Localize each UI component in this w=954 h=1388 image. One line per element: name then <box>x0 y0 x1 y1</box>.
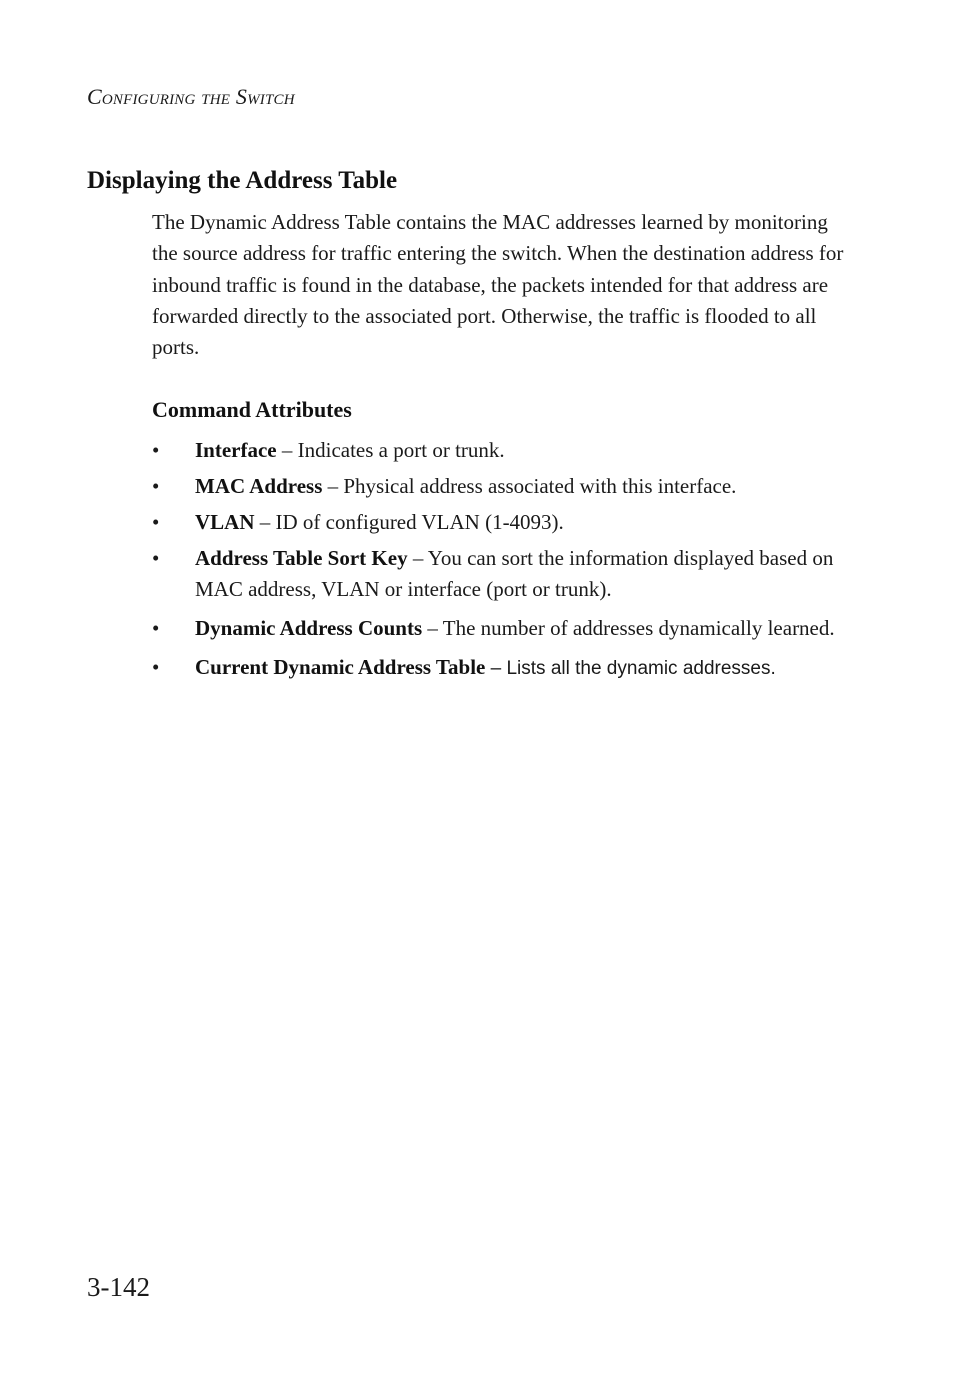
attribute-term: Address Table Sort Key <box>195 546 408 570</box>
attribute-term: Interface <box>195 438 277 462</box>
list-item-current-table <box>152 652 852 684</box>
list-item-interface <box>152 435 852 466</box>
list-item-mac-address <box>152 471 852 502</box>
section-title: Displaying the Address Table <box>87 167 398 194</box>
command-attributes-title: Command Attributes <box>152 397 352 422</box>
attribute-term: VLAN <box>195 510 255 534</box>
list-item-sort-key <box>152 543 852 605</box>
attribute-description: – The number of addresses dynamically learned. <box>422 616 835 640</box>
list-item-vlan <box>152 507 852 538</box>
running-header: Configuring the Switch <box>87 84 295 109</box>
list-item-dynamic-counts <box>152 613 852 644</box>
page-number: 3-142 <box>87 1272 150 1302</box>
attribute-term: MAC Address <box>195 474 323 498</box>
attribute-description: – Lists all the dynamic addresses. <box>485 658 776 679</box>
attribute-term: Dynamic Address Counts <box>195 616 423 640</box>
bullet-icon: • <box>152 616 160 640</box>
bullet-icon: • <box>152 438 160 462</box>
bullet-icon: • <box>152 655 160 679</box>
attribute-term: Current Dynamic Address Table <box>195 655 486 679</box>
attribute-description: – Physical address associated with this interface. <box>322 474 737 498</box>
bullet-icon: • <box>152 546 160 570</box>
attribute-description: – Indicates a port or trunk. <box>276 438 505 462</box>
bullet-icon: • <box>152 474 160 498</box>
intro-paragraph: The Dynamic Address Table contains the MAC addresses learned by monitoring the source address for traffic entering the switch. When the destination address for inbound traffic is found in the database, the packets intended for that address are forwarded directly to the associated port. Otherwise, the traffic is flooded to all ports. <box>152 210 844 360</box>
bullet-icon: • <box>152 510 160 534</box>
attribute-list <box>152 435 852 689</box>
attribute-description: – ID of configured VLAN (1-4093). <box>254 510 564 534</box>
attribute-description: – You can sort the information displayed based on MAC address, VLAN or interface (port or trunk). <box>195 546 834 601</box>
